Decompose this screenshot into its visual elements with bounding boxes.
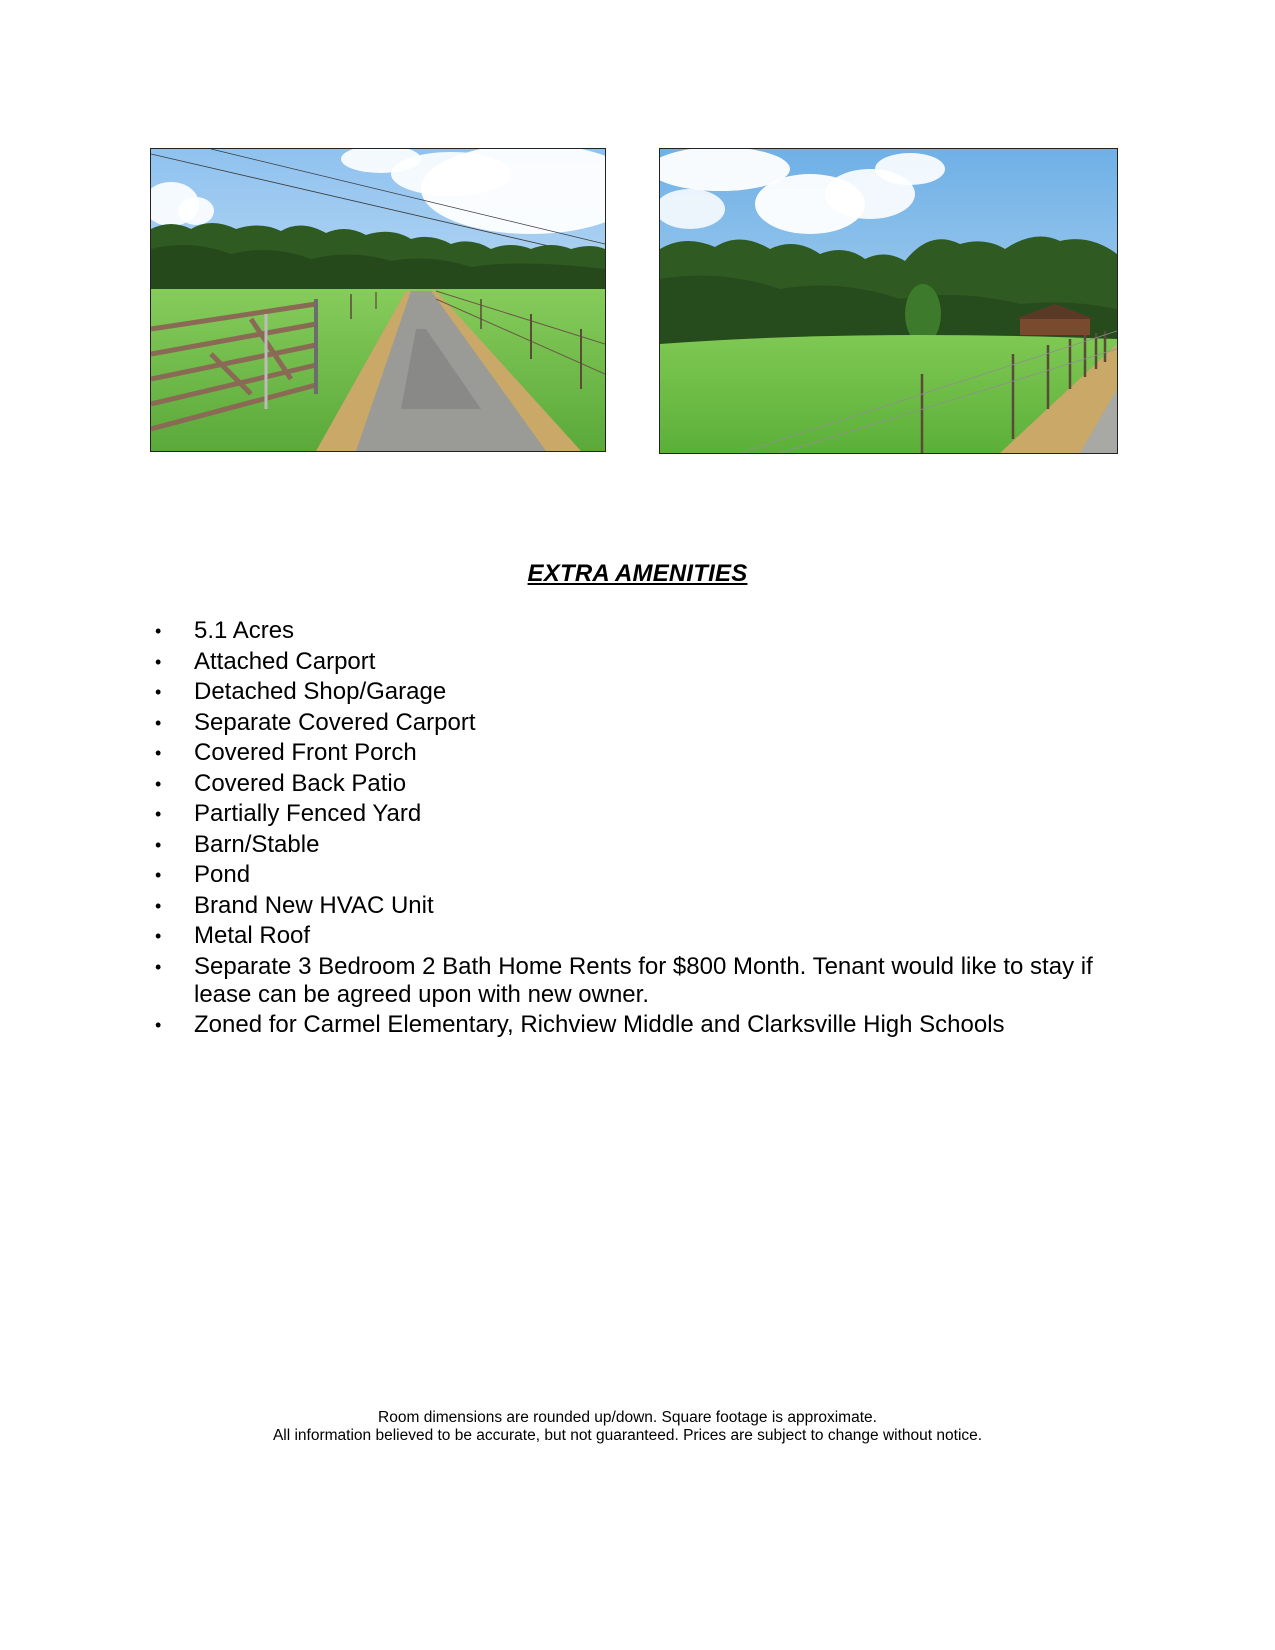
list-item [155, 770, 1145, 798]
list-item [155, 1011, 1145, 1039]
list-item [155, 800, 1145, 828]
amenity-text: Separate Covered Carport [194, 708, 476, 736]
amenities-list [155, 617, 1145, 1042]
disclaimer-footer [0, 1409, 1255, 1445]
bullet-icon: • [155, 956, 162, 977]
list-item [155, 739, 1145, 767]
amenity-text: Barn/Stable [194, 830, 320, 858]
amenity-text: 5.1 Acres [194, 617, 295, 644]
bullet-icon: • [155, 682, 162, 702]
bullet-icon: • [155, 651, 162, 672]
photo-driveway [150, 148, 606, 452]
amenity-text: Separate 3 Bedroom 2 Bath Home Rents for $800 Month. Tenant would like to stay if lease can be agreed upon with new owner. [194, 952, 1093, 1008]
list-item [155, 922, 1145, 950]
amenity-text: Brand New HVAC Unit [194, 891, 434, 919]
amenity-text: Attached Carport [194, 647, 376, 675]
list-item [155, 953, 1145, 1009]
bullet-icon: • [155, 743, 162, 763]
amenity-text: Zoned for Carmel Elementary, Richview Middle and Clarksville High Schools [194, 1011, 1005, 1038]
list-item [155, 892, 1145, 920]
bullet-icon: • [155, 773, 162, 794]
bullet-icon: • [155, 621, 162, 641]
list-item [155, 648, 1145, 676]
bullet-icon: • [155, 834, 162, 855]
bullet-icon: • [155, 895, 162, 916]
bullet-icon: • [155, 926, 162, 946]
amenity-text: Metal Roof [194, 922, 311, 949]
amenity-text: Covered Back Patio [194, 769, 407, 797]
bullet-icon: • [155, 1015, 162, 1035]
list-item [155, 678, 1145, 706]
list-item [155, 831, 1145, 859]
list-item [155, 861, 1145, 889]
list-item [155, 617, 1145, 645]
amenity-text: Pond [194, 861, 251, 888]
driveway-image [151, 149, 605, 451]
bullet-icon: • [155, 712, 162, 733]
amenity-text: Covered Front Porch [194, 739, 417, 766]
list-item [155, 709, 1145, 737]
photo-pasture [659, 148, 1118, 454]
bullet-icon: • [155, 865, 162, 885]
disclaimer-line-2: All information believed to be accurate, but not guaranteed. Prices are subject to change without notice. [272, 1427, 983, 1444]
bullet-icon: • [155, 804, 162, 824]
amenity-text: Partially Fenced Yard [194, 800, 422, 827]
disclaimer-line-1: Room dimensions are rounded up/down. Square footage is approximate. [378, 1409, 877, 1426]
amenity-text: Detached Shop/Garage [194, 678, 447, 705]
pasture-image [660, 149, 1117, 453]
section-heading: EXTRA AMENITIES [527, 560, 748, 587]
